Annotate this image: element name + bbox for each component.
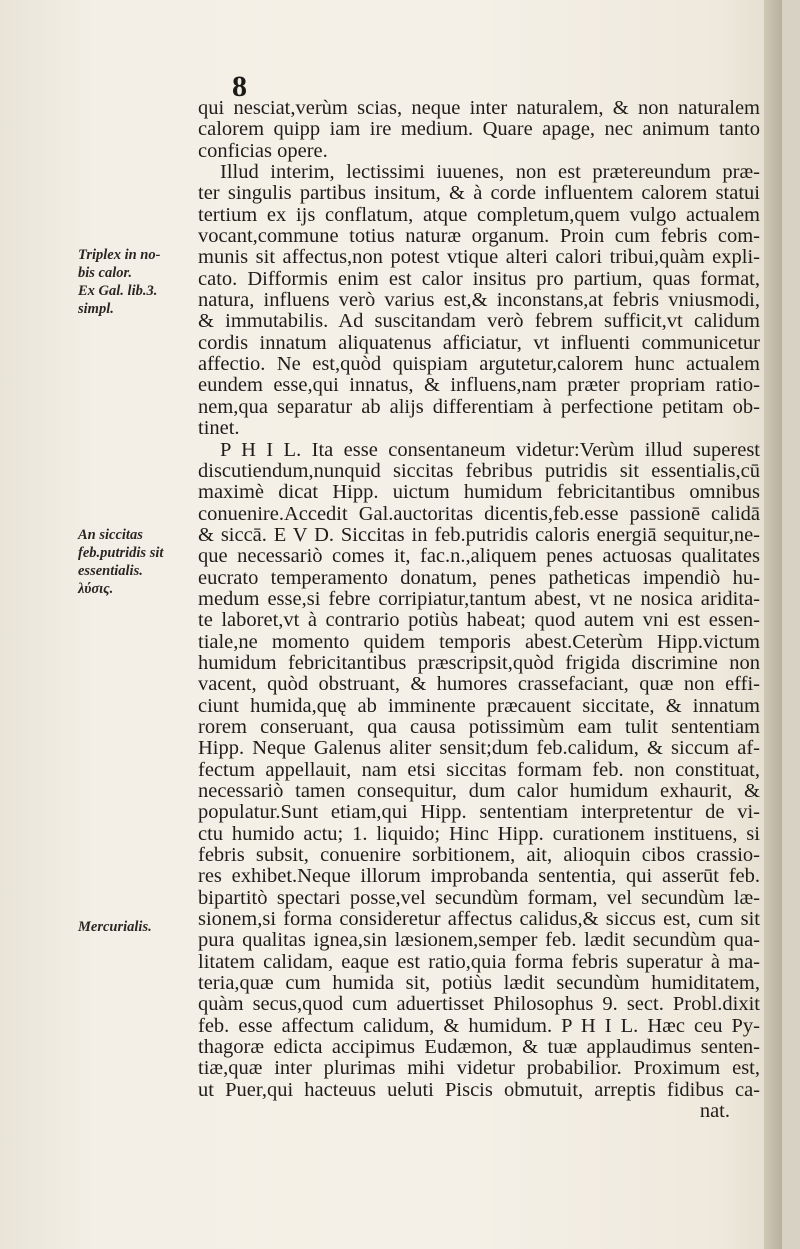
text-line: maximè dicat Hipp. uictum humidum febricitantibus omnibus	[198, 482, 760, 504]
main-text-block	[198, 98, 760, 1123]
text-line: ctu humido actu; 1. liquido; Hinc Hipp. curationem instituens, si	[198, 823, 760, 845]
catchword: nat.	[699, 1101, 730, 1123]
text-line: feb. esse affectum calidum, & humidum. P H I L. Hæc ceu Py-	[198, 1015, 760, 1037]
text-line: quàm secus,quod cum aduertisset Philosophus 9. sect. Probl.dixit	[198, 994, 760, 1016]
text-line: tiæ,quæ inter plurimas mihi videtur probabilior. Proximum est,	[198, 1058, 760, 1080]
text-line: tinet.	[198, 418, 240, 440]
text-line: vacent, quòd obstruant, & humores crassefaciant, quæ non effi-	[198, 674, 760, 696]
marginal-note-line: Triplex in no-	[78, 247, 161, 263]
marginal-note-line: Mercurialis.	[78, 919, 152, 935]
text-line: febris subsit, conuenire sorbitionem, ait, alioquin cibos crassio-	[198, 845, 760, 867]
marginal-note-line: essentialis.	[78, 563, 143, 579]
text-line: que necessariò comes it, fac.n.,aliquem penes actuosas qualitates	[198, 546, 760, 568]
text-line: cato. Difformis enim est calor insitus pro partium, quas format,	[198, 268, 760, 290]
page-edge-shadow	[764, 0, 782, 1249]
text-line: res exhibet.Neque illorum improbanda sententia, qui asserūt feb.	[198, 866, 760, 888]
marginal-note-line: An siccitas	[78, 527, 143, 543]
text-line: ter singulis partibus insitum, & à corde influentem calorem statui	[198, 183, 760, 205]
text-line: teria,quæ cum humida sit, potiùs lædit secundùm humiditatem,	[198, 973, 760, 995]
marginal-note-line: bis calor.	[78, 265, 132, 281]
text-line: discutiendum,nunquid siccitas febribus putridis sit essentialis,cū	[198, 460, 760, 482]
text-line: eucrato temperamento donatum, penes patheticas impendiò hu-	[198, 567, 760, 589]
marginal-note-siccitas	[78, 526, 163, 598]
marginal-note-line: feb.putridis sit	[78, 545, 164, 561]
text-line: te laboret,vt à contrario potiùs habeat; quod autem vni est essen-	[198, 610, 760, 632]
marginal-note-mercurialis	[78, 918, 152, 936]
text-line: tertium ex ijs conflatum, atque completum,quem vulgo actualem	[198, 204, 760, 226]
text-line: medum esse,si febre corripiatur,tantum abest, vt ne nosica aridita-	[198, 588, 760, 610]
text-line: cordis innatum aliquatenus afficiatur, vt influenti communicetur	[198, 332, 760, 354]
text-line: thagoræ edicta accipimus Eudæmon, & tuæ applaudimus senten-	[198, 1037, 760, 1059]
marginal-note-line: simpl.	[78, 301, 114, 317]
text-line: fectum appellauit, nam etsi siccitas formam feb. non constituat,	[198, 759, 760, 781]
text-line: conuenire.Accedit Gal.auctoritas dicentis,feb.esse passionē calidā	[198, 503, 760, 525]
text-line: sionem,si forma consideretur affectus calidus,& siccus est, cum sit	[198, 909, 760, 931]
text-line: nem,qua separatur ab alijs differentiam à perfectione petitam ob-	[198, 396, 760, 418]
text-line: natura, influens verò varius est,& inconstans,at febris vniusmodi,	[198, 290, 760, 312]
text-line: & immutabilis. Ad suscitandam verò febrem sufficit,vt calidum	[198, 311, 760, 333]
text-line: Hipp. Neque Galenus aliter sensit;dum feb.calidum, & siccum af-	[198, 738, 760, 760]
text-line: populatur.Sunt etiam,qui Hipp. sententiam interpretentur de vi-	[198, 802, 760, 824]
text-line: Illud interim, lectissimi iuuenes, non est prætereundum præ-	[220, 162, 760, 184]
text-line: & siccā. E V D. Siccitas in feb.putridis caloris energiā sequitur,ne-	[198, 524, 760, 546]
text-line: pura qualitas ignea,sin læsionem,semper feb. lædit secundùm qua-	[198, 930, 760, 952]
text-line: necessariò tamen consequitur, dum calor humidum exhaurit, &	[198, 781, 760, 802]
text-line: affectio. Ne est,quòd quispiam argutetur,calorem hunc actualem	[198, 354, 760, 376]
text-line: humidum febricitantibus præscripsit,quòd frigida discrimine non	[198, 652, 760, 674]
text-line: ut Puer,qui hacteuus ueluti Piscis obmutuit, arreptis fidibus ca-	[198, 1079, 760, 1101]
page-number: 8	[232, 70, 247, 103]
text-line: ciunt humida,quę ab imminente præcauent siccitate, & innatum	[198, 695, 760, 717]
text-line: litatem calidam, eaque est ratio,quia forma febris superatur à ma-	[198, 951, 760, 973]
text-line: conficias opere.	[198, 140, 328, 162]
text-line: munis sit affectus,non potest vtique alteri calori tribui,quàm expli-	[198, 247, 760, 269]
text-line: P H I L. Ita esse consentaneum videtur:Verùm illud superest	[220, 439, 760, 461]
text-line: vocant,commune totius naturæ organum. Proin cum febris com-	[198, 226, 760, 248]
text-line: rorem conseruant, qua causa potissimùm eam tulit sententiam	[198, 716, 760, 738]
text-line: eundem esse,qui innatus, & influens,nam præter propriam ratio-	[198, 375, 760, 397]
text-line: calorem quipp iam ire medium. Quare apage, nec animum tanto	[198, 119, 760, 141]
marginal-note-line: λύσις.	[78, 581, 114, 597]
marginal-note-line: Ex Gal. lib.3.	[78, 283, 158, 299]
marginal-note-calor	[78, 246, 160, 318]
text-line: qui nesciat,verùm scias, neque inter naturalem, & non naturalem	[198, 98, 760, 119]
text-line: bipartitò spectari posse,vel secundùm formam, vel secundùm læ-	[198, 887, 760, 909]
text-line: tiale,ne momento quidem temporis abest.Ceterùm Hipp.victum	[198, 631, 760, 653]
